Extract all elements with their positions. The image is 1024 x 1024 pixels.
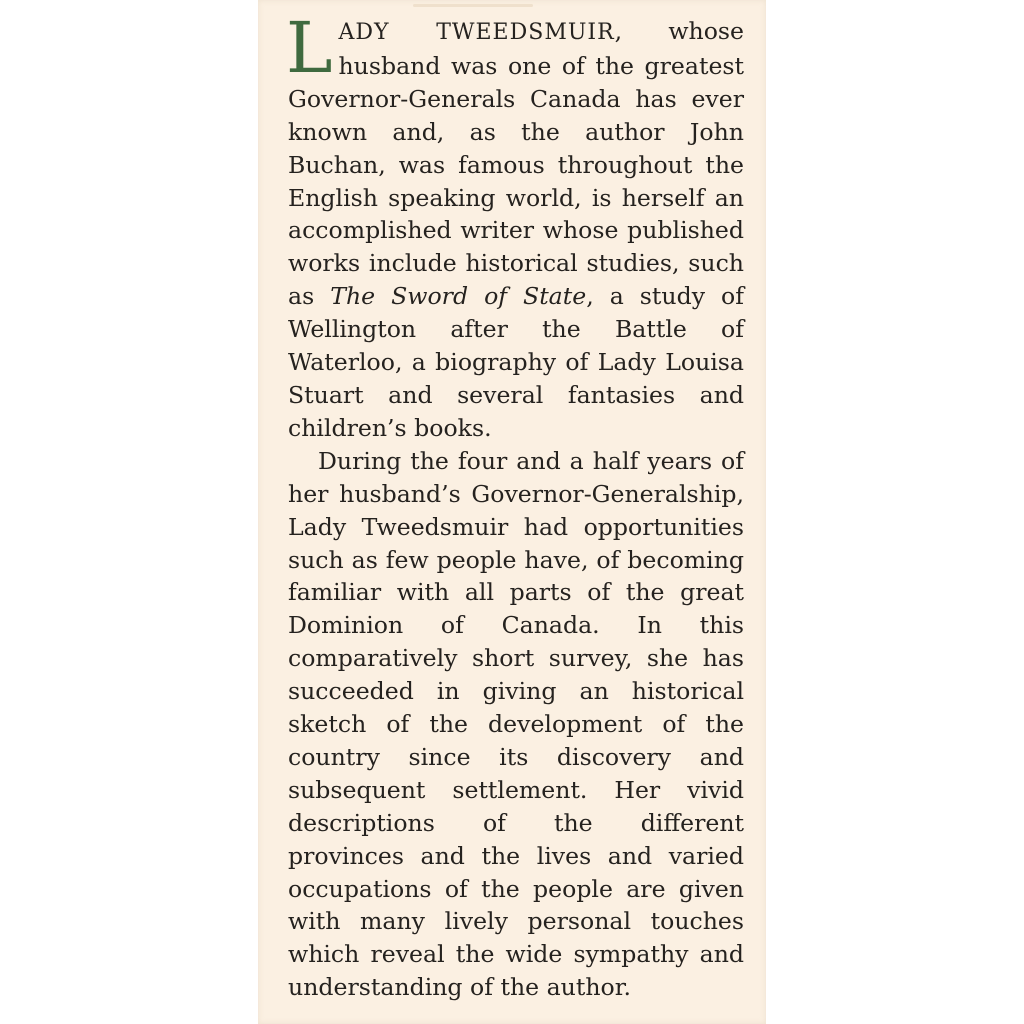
paragraph-intro xyxy=(286,7,745,445)
paragraph-intro-text-b: , a study of Wellington after the Battle of Waterloo, a biography of Lady Louisa Stuart and several fantasies and children’s books. xyxy=(288,282,744,442)
book-title: The Sword of State xyxy=(330,282,587,311)
book-jacket-flap xyxy=(258,0,766,1024)
drop-cap-letter: L xyxy=(286,7,333,89)
author-name-lead: ADY TWEEDSMUIR xyxy=(338,20,615,45)
paragraph-survey: During the four and a half years of her husband’s Governor-Generalship, Lady Tweedsmuir had opportunities such as few people have, of becoming familiar with all parts of the great Dominion of Canada. In this comparatively short survey, she has succeeded in giving an historical sketch of the development of the country since its discovery and subsequent settlement. Her vivid descriptions of the different provinces and the lives and varied occupations of the people are given with many lively personal touches which reveal the wide sympathy and understanding of the author. xyxy=(288,446,744,1002)
paragraph-intro-text-a: , whose husband was one of the greatest Governor-Generals Canada has ever known and, as the author John Buchan, was famous throughout the English speaking world, is herself an accomplished writer whose published works include historical studies, such as xyxy=(288,17,745,311)
paper-crease xyxy=(413,4,533,7)
blurb-text xyxy=(286,7,745,1004)
